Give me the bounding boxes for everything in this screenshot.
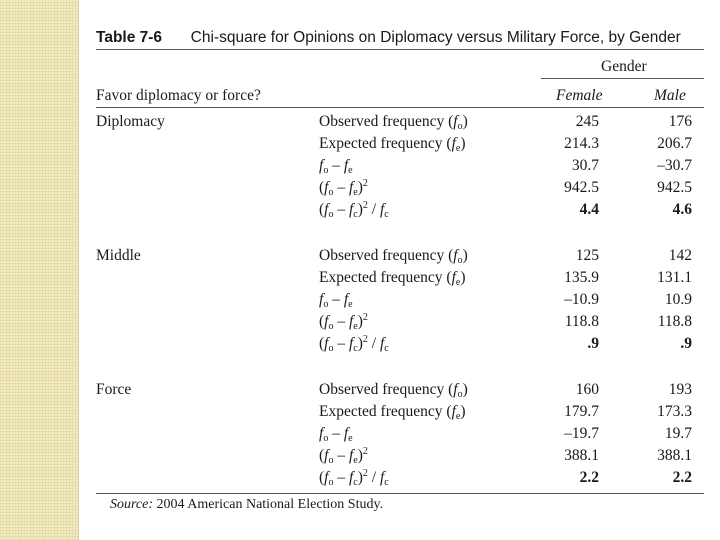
- cell-female: 4.4: [579, 201, 599, 218]
- cell-female: 2.2: [579, 469, 599, 486]
- stat-difference-label: $f_o - f_e$: [319, 425, 353, 444]
- cell-female: .9: [587, 335, 599, 352]
- cell-male: 131.1: [657, 269, 692, 286]
- decorative-left-band: [0, 0, 79, 540]
- group-label: Diplomacy: [96, 113, 165, 130]
- cell-female: –19.7: [564, 425, 599, 442]
- cell-male: 388.1: [657, 447, 692, 464]
- cell-male: 173.3: [657, 403, 692, 420]
- col-header-male: Male: [654, 87, 686, 104]
- cell-male: 176: [668, 113, 692, 130]
- cell-male: .9: [680, 335, 692, 352]
- stat-expected-label: Expected frequency $(f_e)$: [319, 403, 466, 422]
- cell-female: 214.3: [564, 135, 599, 152]
- stat-difference-label: $f_o - f_e$: [319, 291, 353, 310]
- cell-female: 245: [575, 113, 599, 130]
- stat-difference-label: $f_o - f_e$: [319, 157, 353, 176]
- stat-squared-label: $(f_o - f_e)^2$: [319, 178, 368, 198]
- table-title: [96, 29, 681, 47]
- group-label: Middle: [96, 247, 141, 264]
- header-rule: [96, 107, 704, 108]
- column-group-header: Gender: [601, 58, 647, 75]
- top-rule: [96, 49, 704, 50]
- cell-female: 942.5: [564, 179, 599, 196]
- table-caption: Chi-square for Opinions on Diplomacy versus Military Force, by Gender: [190, 29, 681, 46]
- cell-male: 118.8: [657, 313, 692, 330]
- cell-male: 193: [668, 381, 692, 398]
- stat-chi-component-label: $(f_o - f_c)^2 / f_c$: [319, 468, 389, 488]
- stat-observed-label: Observed frequency $(f_o)$: [319, 247, 468, 266]
- cell-female: –10.9: [564, 291, 599, 308]
- cell-male: 2.2: [672, 469, 692, 486]
- source-label: Source:: [110, 497, 154, 512]
- stat-chi-component-label: $(f_o - f_c)^2 / f_c$: [319, 334, 389, 354]
- stat-observed-label: Observed frequency $(f_o)$: [319, 113, 468, 132]
- stat-squared-label: $(f_o - f_e)^2$: [319, 446, 368, 466]
- cell-female: 135.9: [564, 269, 599, 286]
- stat-expected-label: Expected frequency $(f_e)$: [319, 135, 466, 154]
- cell-female: 160: [575, 381, 599, 398]
- bottom-rule: [96, 493, 704, 494]
- cell-male: 4.6: [672, 201, 692, 218]
- row-header: Favor diplomacy or force?: [96, 87, 261, 104]
- cell-male: 206.7: [657, 135, 692, 152]
- stat-expected-label: Expected frequency $(f_e)$: [319, 269, 466, 288]
- stat-squared-label: $(f_o - f_e)^2$: [319, 312, 368, 332]
- cell-female: 179.7: [564, 403, 599, 420]
- cell-male: 942.5: [657, 179, 692, 196]
- source-note: [110, 496, 383, 514]
- cell-female: 30.7: [571, 157, 599, 174]
- cell-male: 142: [668, 247, 692, 264]
- cell-male: –30.7: [657, 157, 692, 174]
- cell-female: 388.1: [564, 447, 599, 464]
- table-number: Table 7-6: [96, 29, 163, 46]
- group-label: Force: [96, 381, 132, 398]
- col-header-female: Female: [556, 87, 603, 104]
- gender-rule: [541, 78, 704, 79]
- cell-male: 19.7: [664, 425, 692, 442]
- stat-observed-label: Observed frequency $(f_o)$: [319, 381, 468, 400]
- cell-female: 118.8: [564, 313, 599, 330]
- source-text: 2004 American National Election Study.: [153, 497, 384, 512]
- cell-male: 10.9: [664, 291, 692, 308]
- stat-chi-component-label: $(f_o - f_c)^2 / f_c$: [319, 200, 389, 220]
- cell-female: 125: [575, 247, 599, 264]
